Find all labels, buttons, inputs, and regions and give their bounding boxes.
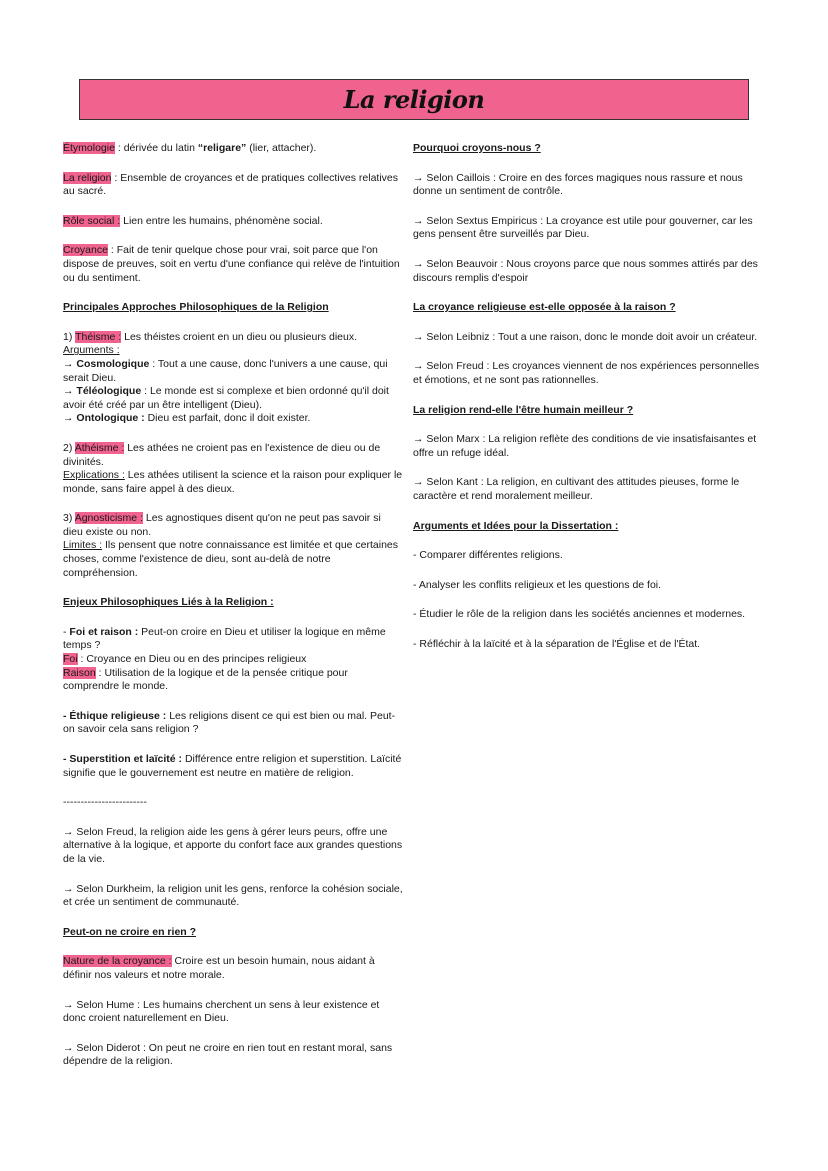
croyance-definition: Croyance : Fait de tenir quelque chose pour vrai, soit parce que l'on dispose de preuves, soit en vertu d'une confiance qui relève de l'intuition ou du sentiment. bbox=[63, 244, 400, 284]
religion-definition: La religion : Ensemble de croyances et de pratiques collectives relatives au sacré. bbox=[63, 171, 399, 198]
superstition-block: - Superstition et laïcité : Différence entre religion et superstition. Laïcité signifie que le gouvernement est neutre en matière de religion. bbox=[63, 753, 402, 779]
kant: → Selon Kant : La religion, en cultivant des attitudes pieuses, forme le caractère et rend moralement meilleur. bbox=[413, 476, 740, 502]
ontologique-term: Ontologique : bbox=[76, 412, 145, 425]
diderot: → Selon Diderot : On peut ne croire en rien tout en restant moral, sans dépendre de la religion. bbox=[63, 1041, 393, 1068]
religion-term: La religion bbox=[63, 171, 112, 184]
hume: → Selon Hume : Les humains cherchent un sens à leur existence et donc croient naturellement en Dieu. bbox=[63, 998, 380, 1025]
explications-label: Explications : bbox=[63, 469, 125, 482]
freud-left: → Selon Freud, la religion aide les gens à gérer leurs peurs, offre une alternative à la logique, et apporte du confort face aux grandes questions de la vie. bbox=[63, 825, 403, 865]
caillois: → Selon Caillois : Croire en des forces magiques nous rassure et nous donne un sentiment de contrôle. bbox=[413, 171, 743, 198]
teleologique-term: Téléologique bbox=[76, 385, 142, 398]
arguments-heading: Arguments et Idées pour la Dissertation : bbox=[413, 519, 619, 532]
cosmologique-term: Cosmologique bbox=[76, 357, 150, 370]
agnosticisme-term: Agnosticisme : bbox=[74, 512, 143, 525]
agnosticisme-block: 3) Agnosticisme : Les agnostiques disent qu'on ne peut pas savoir si dieu existe ou non. Limites : Ils pensent que notre connaissance est limitée et que certaines choses, comme l'existence de dieu, sont au-delà de notre compréhension. bbox=[63, 512, 399, 579]
left-column bbox=[63, 142, 403, 1085]
title-banner bbox=[79, 79, 749, 120]
approches-heading: Principales Approches Philosophiques de la Religion bbox=[63, 301, 329, 314]
raison-term: Raison bbox=[63, 666, 96, 679]
meilleur-heading: La religion rend-elle l'être humain meilleur ? bbox=[413, 403, 634, 416]
enjeux-heading: Enjeux Philosophiques Liés à la Religion : bbox=[63, 596, 274, 609]
croyance-term: Croyance bbox=[63, 244, 108, 257]
idea-item: - Comparer différentes religions. bbox=[413, 549, 563, 562]
atheisme-term: Athéisme : bbox=[74, 441, 125, 454]
arguments-label: Arguments : bbox=[63, 344, 120, 357]
ethique-term: - Éthique religieuse : bbox=[63, 709, 167, 722]
idea-item: - Étudier le rôle de la religion dans les sociétés anciennes et modernes. bbox=[413, 608, 746, 621]
role-social-term: Rôle social : bbox=[63, 214, 121, 227]
freud-right: → Selon Freud : Les croyances viennent de nos expériences personnelles et émotions, et ne sont pas rationnelles. bbox=[413, 360, 760, 386]
etymologie-definition: Étymologie : dérivée du latin “religare” (lier, attacher). bbox=[63, 142, 317, 154]
pourquoi-heading: Pourquoi croyons-nous ? bbox=[413, 142, 541, 154]
etymologie-term: Étymologie bbox=[63, 142, 115, 154]
rien-heading: Peut-on ne croire en rien ? bbox=[63, 925, 197, 938]
separator-line: ------------------------ bbox=[63, 796, 147, 809]
role-social-definition: Rôle social : Lien entre les humains, phénomène social. bbox=[63, 214, 323, 227]
sextus-empiricus: → Selon Sextus Empiricus : La croyance est utile pour gouverner, car les gens pensent être surveillés par Dieu. bbox=[413, 214, 753, 241]
atheisme-block: 2) Athéisme : Les athées ne croient pas en l'existence de dieu ou de divinités. Explications : Les athées utilisent la science et la raison pour expliquer le monde, sans faire appel à des dieux. bbox=[63, 441, 403, 495]
right-column bbox=[413, 142, 763, 667]
foi-term: Foi bbox=[63, 653, 78, 666]
nature-croyance-term: Nature de la croyance : bbox=[63, 955, 172, 968]
opposee-heading: La croyance religieuse est-elle opposée à la raison ? bbox=[413, 301, 676, 314]
beauvoir: → Selon Beauvoir : Nous croyons parce que nous sommes attirés par des discours remplis d'espoir bbox=[413, 257, 758, 284]
idea-item: - Réfléchir à la laïcité et à la séparation de l'Église et de l'État. bbox=[413, 637, 701, 650]
foi-raison-block: - Foi et raison : Peut-on croire en Dieu et utiliser la logique en même temps ? Foi : Croyance en Dieu ou en des principes religieux Raison : Utilisation de la logique et de la pensée critique pour comprendre le monde. bbox=[63, 625, 386, 693]
leibniz: → Selon Leibniz : Tout a une raison, donc le monde doit avoir un créateur. bbox=[413, 330, 758, 343]
limites-label: Limites : bbox=[63, 539, 103, 552]
nature-croyance-block: Nature de la croyance : Croire est un besoin humain, nous aidant à définir nos valeurs et notre morale. bbox=[63, 955, 375, 981]
superstition-term: - Superstition et laïcité : bbox=[63, 753, 183, 765]
marx: → Selon Marx : La religion reflète des conditions de vie insatisfaisantes et offre un refuge idéal. bbox=[413, 433, 757, 459]
idea-item: - Analyser les conflits religieux et les questions de foi. bbox=[413, 578, 662, 591]
ethique-block: - Éthique religieuse : Les religions disent ce qui est bien ou mal. Peut-on savoir cela sans religion ? bbox=[63, 709, 396, 736]
theisme-term: Théisme : bbox=[75, 330, 122, 343]
page-title: La religion bbox=[343, 85, 485, 114]
theisme-block: 1) Théisme : Les théistes croient en un dieu ou plusieurs dieux. Arguments : → Cosmologique : Tout a une cause, donc l'univers a une cause, qui serait Dieu. → Téléologique : Le monde est si complexe et bien ordonné qu'il doit avoir été créé par un être intelligent (Dieu). → Ontologique : Dieu est parfait, donc il doit exister. bbox=[63, 330, 389, 425]
foi-raison-term: Foi et raison : bbox=[69, 625, 139, 638]
durkheim: → Selon Durkheim, la religion unit les gens, renforce la cohésion sociale, et crée un sentiment de communauté. bbox=[63, 882, 403, 909]
